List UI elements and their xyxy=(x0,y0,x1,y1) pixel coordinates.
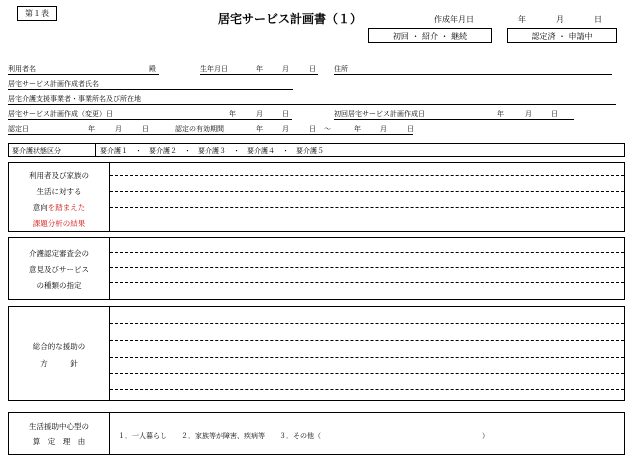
plan-created-day: 日 xyxy=(282,110,289,118)
plan-type-options[interactable]: 初回 ・ 紹介 ・ 継続 xyxy=(392,32,468,41)
cert-year: 年 xyxy=(88,125,95,133)
cert-month: 月 xyxy=(115,125,122,133)
first-plan-label: 初回居宅サービス計画作成日 xyxy=(334,110,425,118)
committee-label-line2: 意見及びサービス xyxy=(29,265,89,274)
committee-dash-2 xyxy=(110,267,624,268)
intention-label-line3-red: を踏まえた xyxy=(47,203,86,212)
valid-from-day: 日 xyxy=(309,125,316,133)
first-plan-month: 月 xyxy=(525,110,532,118)
intention-dash-1 xyxy=(110,175,624,176)
birth-date-underline xyxy=(200,74,318,75)
created-date-label: 作成年月日 xyxy=(434,15,474,24)
policy-dash-3 xyxy=(110,357,624,358)
committee-dash-1 xyxy=(110,252,624,253)
certification-date-label: 認定日 xyxy=(8,125,29,133)
user-name-underline xyxy=(8,74,159,75)
valid-from-year: 年 xyxy=(256,125,263,133)
intention-label-line2: 生活に対する xyxy=(36,187,82,196)
first-plan-day: 日 xyxy=(551,110,558,118)
policy-label-line1: 総合的な援助の xyxy=(32,342,86,351)
certification-status-options[interactable]: 認定済 ・ 申請中 xyxy=(531,32,593,41)
policy-dash-5 xyxy=(110,389,624,390)
care-level-divider xyxy=(95,144,96,156)
valid-to-day: 日 xyxy=(407,125,414,133)
care-level-row xyxy=(8,143,625,157)
committee-section xyxy=(8,237,625,300)
cert-day: 日 xyxy=(142,125,149,133)
intention-label-line1: 利用者及び家族の xyxy=(29,171,89,180)
livelihood-label-line2: 算 定 理 由 xyxy=(32,437,86,446)
care-level-options[interactable]: 要介護１ ・ 要介護２ ・ 要介護３ ・ 要介護４ ・ 要介護５ xyxy=(100,147,324,155)
created-day: 日 xyxy=(594,15,602,24)
birth-day: 日 xyxy=(309,65,316,73)
care-level-label: 要介護状態区分 xyxy=(12,147,61,155)
birth-date-label: 生年月日 xyxy=(200,65,228,73)
policy-dash-4 xyxy=(110,373,624,374)
intention-label-line3 xyxy=(9,204,109,212)
intention-label-line3-black: 意向 xyxy=(32,203,48,212)
first-plan-year: 年 xyxy=(497,110,504,118)
birth-month: 月 xyxy=(282,65,289,73)
address-label: 住所 xyxy=(334,65,348,73)
livelihood-options[interactable]: １．一人暮らし ２．家族等が障害、疾病等 ３．その他（ ） xyxy=(118,432,489,440)
livelihood-divider xyxy=(109,413,110,454)
intention-dash-3 xyxy=(110,207,624,208)
valid-to-year: 年 xyxy=(354,125,361,133)
page-title: 居宅サービス計画書（１） xyxy=(218,12,363,26)
committee-label-line3: の種類の指定 xyxy=(36,281,82,290)
valid-to-month: 月 xyxy=(380,125,387,133)
first-plan-underline xyxy=(334,119,574,120)
office-label: 居宅介護支援事業者・事業所名及び所在地 xyxy=(8,95,141,103)
plan-created-underline xyxy=(8,119,292,120)
planner-name-label: 居宅サービス計画作成者氏名 xyxy=(8,80,99,88)
committee-label-area xyxy=(9,238,109,299)
user-honorific: 殿 xyxy=(149,65,156,73)
birth-year: 年 xyxy=(256,65,263,73)
committee-input[interactable] xyxy=(110,238,624,299)
policy-input[interactable] xyxy=(110,307,624,400)
created-month: 月 xyxy=(556,15,564,24)
user-name-label: 利用者名 xyxy=(8,65,36,73)
valid-from-month: 月 xyxy=(282,125,289,133)
intention-dash-2 xyxy=(110,191,624,192)
livelihood-section xyxy=(8,412,625,455)
valid-tilde: ～ xyxy=(324,125,331,133)
plan-created-label: 居宅サービス計画作成（変更）日 xyxy=(8,110,113,118)
committee-label-line1: 介護認定審査会の xyxy=(29,249,89,258)
intention-label-line4: 課題分析の結果 xyxy=(32,219,86,228)
created-year: 年 xyxy=(518,15,526,24)
form-number: 第１表 xyxy=(25,9,49,18)
planner-name-underline xyxy=(8,89,293,90)
policy-dash-1 xyxy=(110,323,624,324)
policy-label-area xyxy=(9,307,109,400)
policy-section xyxy=(8,306,625,401)
policy-dash-2 xyxy=(110,340,624,341)
plan-created-year: 年 xyxy=(229,110,236,118)
livelihood-label-area xyxy=(9,413,109,454)
valid-period-label: 認定の有効期間 xyxy=(175,125,224,133)
plan-created-month: 月 xyxy=(256,110,263,118)
committee-dash-3 xyxy=(110,282,624,283)
certification-underline xyxy=(8,134,413,135)
intention-section xyxy=(8,162,625,232)
intention-input[interactable] xyxy=(110,163,624,231)
intention-label-area xyxy=(9,163,109,231)
office-underline xyxy=(8,104,616,105)
policy-label-line2: 方 針 xyxy=(40,359,78,368)
livelihood-label-line1: 生活援助中心型の xyxy=(29,422,89,431)
address-underline xyxy=(334,74,612,75)
